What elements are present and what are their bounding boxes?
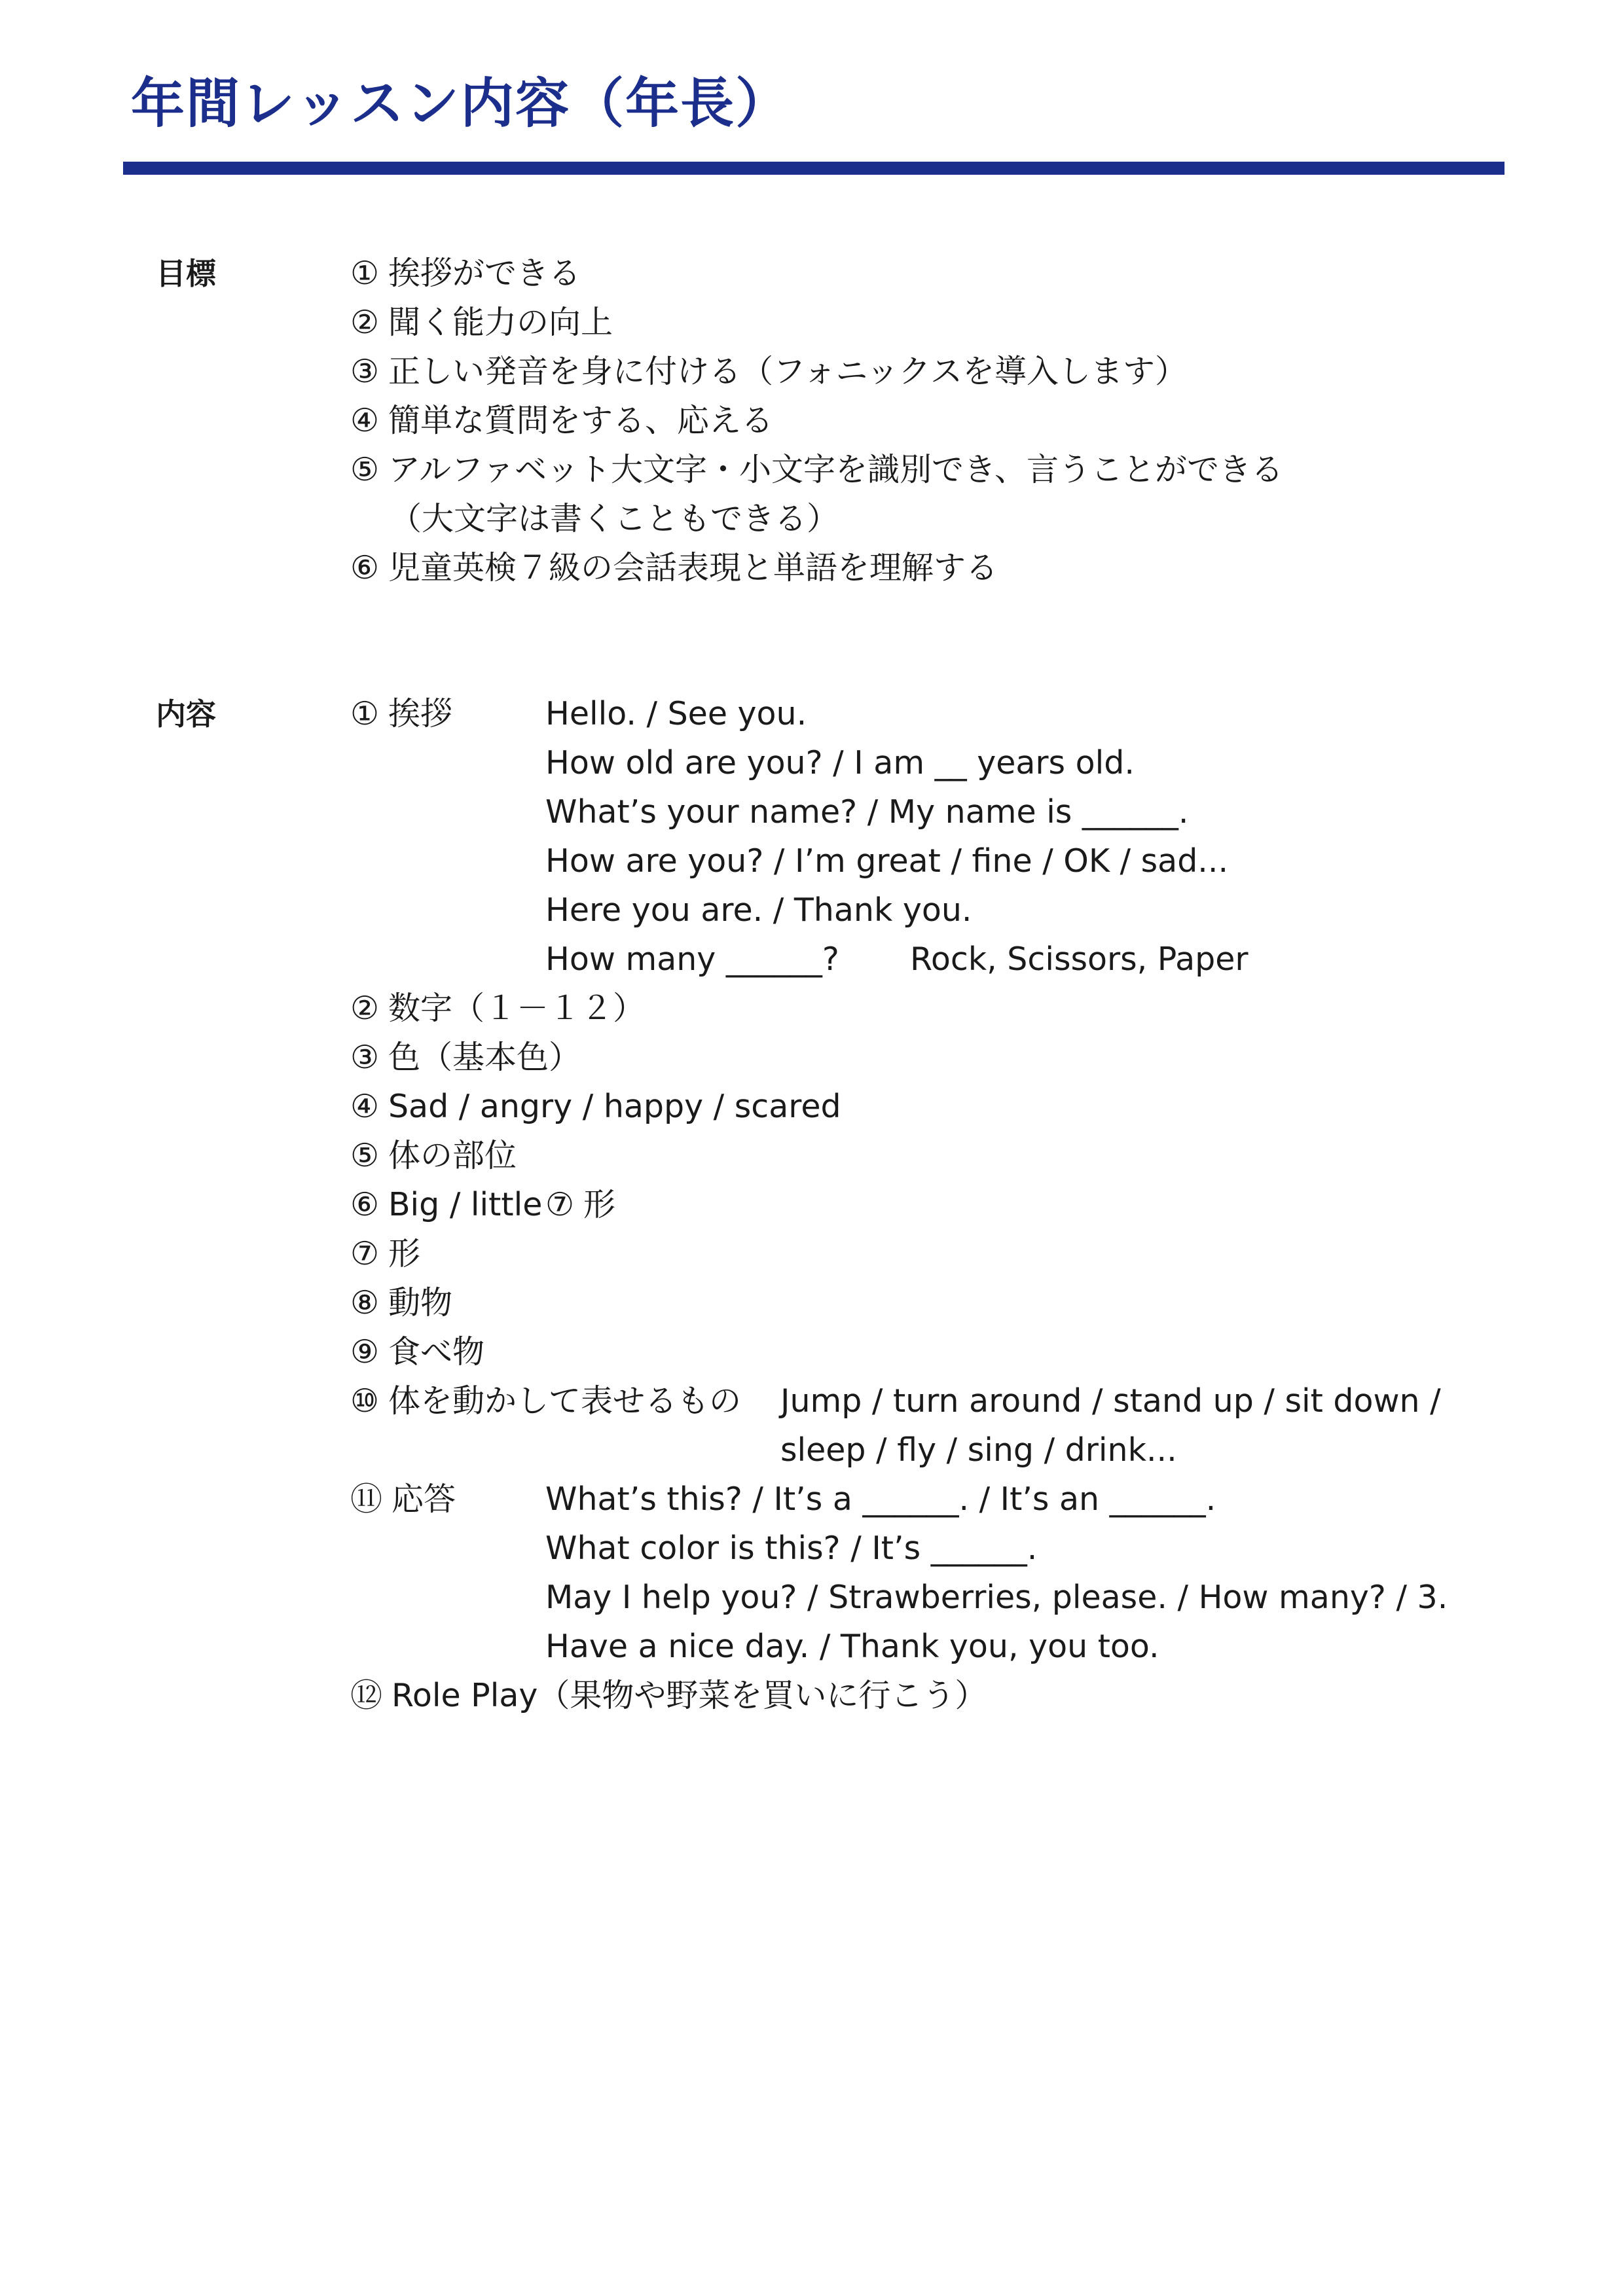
- goal-text: 挨拶ができる: [388, 255, 581, 292]
- goal-item-continuation: [390, 500, 839, 537]
- goal-item: [350, 549, 998, 586]
- content-marker: ⑧: [350, 1284, 379, 1321]
- content-item: [350, 1039, 581, 1076]
- content-marker: ⑥: [350, 1186, 379, 1223]
- content-item: [350, 1139, 517, 1172]
- greeting-phrase: Hello. / See you.: [545, 695, 807, 732]
- goal-marker: ⑤: [350, 451, 379, 488]
- goal-marker: ⑥: [350, 549, 379, 586]
- content-label-text: 体を動かして表せるもの: [388, 1382, 741, 1420]
- content-marker: ②: [350, 990, 379, 1027]
- response-phrase: What color is this? / It’s ______.: [545, 1530, 1038, 1567]
- content-item-motion: [350, 1382, 741, 1420]
- content-item: [350, 1186, 543, 1223]
- content-item: [350, 1333, 484, 1371]
- content-label: 内容: [156, 696, 216, 732]
- goals-label: 目標: [156, 256, 216, 291]
- goal-item: [350, 255, 581, 292]
- response-phrase: Have a nice day. / Thank you, you too.: [545, 1628, 1159, 1665]
- content-item-greeting: [350, 695, 452, 732]
- goal-text: 正しい発音を身に付ける（フォニックスを導入します）: [388, 353, 1188, 390]
- goal-text: 児童英検７級の会話表現と単語を理解する: [388, 549, 998, 586]
- motion-line: sleep / fly / sing / drink...: [780, 1431, 1177, 1469]
- content-marker: ⑪: [350, 1480, 383, 1518]
- goal-marker: ①: [350, 255, 379, 292]
- content-label-text: 挨拶: [388, 695, 452, 732]
- content-item-response: [350, 1480, 456, 1518]
- content-marker: ①: [350, 695, 379, 732]
- content-text: 動物: [388, 1284, 452, 1321]
- goal-item: [350, 304, 613, 341]
- greeting-phrase: How many ______?: [545, 941, 839, 978]
- page-title: 年間レッスン内容（年長）: [131, 73, 791, 135]
- greeting-phrase: What’s your name? / My name is ______.: [545, 793, 1189, 831]
- content-text: 形: [388, 1235, 420, 1272]
- content-marker: ⑫: [350, 1677, 383, 1714]
- motion-line: Jump / turn around / stand up / sit down /: [780, 1382, 1441, 1420]
- goal-item: [350, 353, 1188, 390]
- content-text: 形: [583, 1186, 615, 1223]
- title-underline-bar: [123, 162, 1504, 175]
- content-item: [350, 990, 645, 1027]
- content-item-inline: [545, 1186, 615, 1223]
- content-item: [350, 1284, 452, 1321]
- content-text: Sad / angry / happy / scared: [388, 1088, 841, 1125]
- content-marker: ⑦: [350, 1235, 379, 1272]
- goal-text: （大文字は書くこともできる）: [390, 500, 839, 537]
- content-text: 色（基本色）: [388, 1039, 581, 1076]
- goal-text: アルファベット大文字・小文字を識別でき、言うことができる: [388, 451, 1284, 488]
- content-marker: ⑨: [350, 1333, 379, 1371]
- content-text: 数字（１－１２）: [388, 990, 645, 1027]
- response-phrase: May I help you? / Strawberries, please. / How many? / 3.: [545, 1579, 1448, 1616]
- content-marker: ③: [350, 1039, 379, 1076]
- content-text: 食べ物: [388, 1333, 484, 1371]
- greeting-extra: Rock, Scissors, Paper: [910, 941, 1249, 978]
- content-marker: ⑦: [545, 1186, 574, 1223]
- title-underline: [123, 162, 1504, 175]
- goal-text: 簡単な質問をする、応える: [388, 402, 773, 439]
- goal-item: [350, 404, 773, 437]
- content-marker: ⑩: [350, 1382, 379, 1420]
- goal-text: 聞く能力の向上: [388, 304, 613, 341]
- greeting-phrase: How are you? / I’m great / fine / OK / sad...: [545, 842, 1229, 880]
- response-phrase: What’s this? / It’s a ______. / It’s an ______.: [545, 1480, 1216, 1518]
- goal-marker: ④: [350, 402, 379, 439]
- greeting-phrase: How old are you? / I am __ years old.: [545, 744, 1135, 781]
- content-label-text: 応答: [392, 1480, 456, 1518]
- content-text: Big / little: [388, 1186, 543, 1223]
- content-marker: ⑤: [350, 1137, 379, 1174]
- content-marker: ④: [350, 1088, 379, 1125]
- content-text: 体の部位: [388, 1137, 517, 1174]
- greeting-phrase: Here you are. / Thank you.: [545, 891, 972, 929]
- goal-item: [350, 451, 1284, 488]
- goal-marker: ③: [350, 353, 379, 390]
- content-item-roleplay: [350, 1679, 987, 1712]
- content-item: [350, 1088, 841, 1125]
- content-text: Role Play（果物や野菜を買いに行こう）: [392, 1677, 987, 1714]
- goal-marker: ②: [350, 304, 379, 341]
- content-item: [350, 1235, 420, 1272]
